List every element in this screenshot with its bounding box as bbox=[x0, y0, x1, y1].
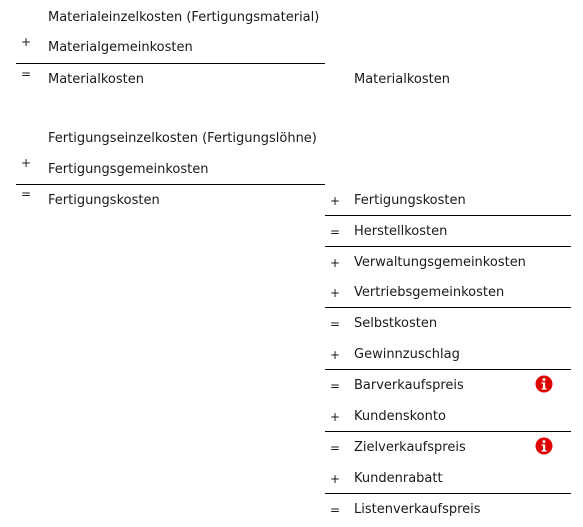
materialgemeinkosten-label: Materialgemeinkosten bbox=[48, 40, 193, 55]
sum-line bbox=[325, 307, 571, 308]
equals-sign: = bbox=[20, 67, 32, 81]
sum-line bbox=[325, 369, 571, 370]
selbstkosten-label: Selbstkosten bbox=[354, 316, 438, 331]
equals-sign: = bbox=[329, 225, 341, 239]
info-icon[interactable] bbox=[535, 375, 553, 393]
right-materialkosten-label: Materialkosten bbox=[354, 72, 450, 87]
fertigungseinzelkosten-label: Fertigungseinzelkosten (Fertigungslöhne) bbox=[48, 131, 317, 146]
barverkaufspreis-label: Barverkaufspreis bbox=[354, 378, 464, 393]
verwaltungsgemeinkosten-label: Verwaltungsgemeinkosten bbox=[354, 255, 526, 270]
sum-line bbox=[16, 184, 325, 185]
equals-sign: = bbox=[329, 317, 341, 331]
sum-line bbox=[325, 493, 571, 494]
plus-sign: + bbox=[329, 410, 341, 424]
plus-sign: + bbox=[329, 348, 341, 362]
plus-sign: + bbox=[329, 194, 341, 208]
fertigungsgemeinkosten-label: Fertigungsgemeinkosten bbox=[48, 162, 209, 177]
plus-sign: + bbox=[20, 156, 32, 170]
sum-line bbox=[325, 215, 571, 216]
herstellkosten-label: Herstellkosten bbox=[354, 224, 448, 239]
gewinnzuschlag-label: Gewinnzuschlag bbox=[354, 347, 460, 362]
separator-line bbox=[325, 246, 571, 247]
plus-sign: + bbox=[329, 256, 341, 270]
zielverkaufspreis-label: Zielverkaufspreis bbox=[354, 440, 466, 455]
materialkosten-sum-label: Materialkosten bbox=[48, 72, 144, 87]
sum-line bbox=[325, 431, 571, 432]
vertriebsgemeinkosten-label: Vertriebsgemeinkosten bbox=[354, 285, 505, 300]
materialeinzelkosten-label: Materialeinzelkosten (Fertigungsmaterial) bbox=[48, 10, 320, 25]
equals-sign: = bbox=[329, 441, 341, 455]
listenverkaufspreis-label: Listenverkaufspreis bbox=[354, 502, 481, 517]
plus-sign: + bbox=[20, 35, 32, 49]
kundenskonto-label: Kundenskonto bbox=[354, 409, 446, 424]
equals-sign: = bbox=[329, 379, 341, 393]
info-icon[interactable] bbox=[535, 437, 553, 455]
fertigungskosten-sum-label: Fertigungskosten bbox=[48, 193, 160, 208]
equals-sign: = bbox=[20, 187, 32, 201]
sum-line bbox=[16, 63, 325, 64]
right-fertigungskosten-label: Fertigungskosten bbox=[354, 193, 466, 208]
kundenrabatt-label: Kundenrabatt bbox=[354, 471, 443, 486]
plus-sign: + bbox=[329, 286, 341, 300]
plus-sign: + bbox=[329, 472, 341, 486]
equals-sign: = bbox=[329, 503, 341, 517]
